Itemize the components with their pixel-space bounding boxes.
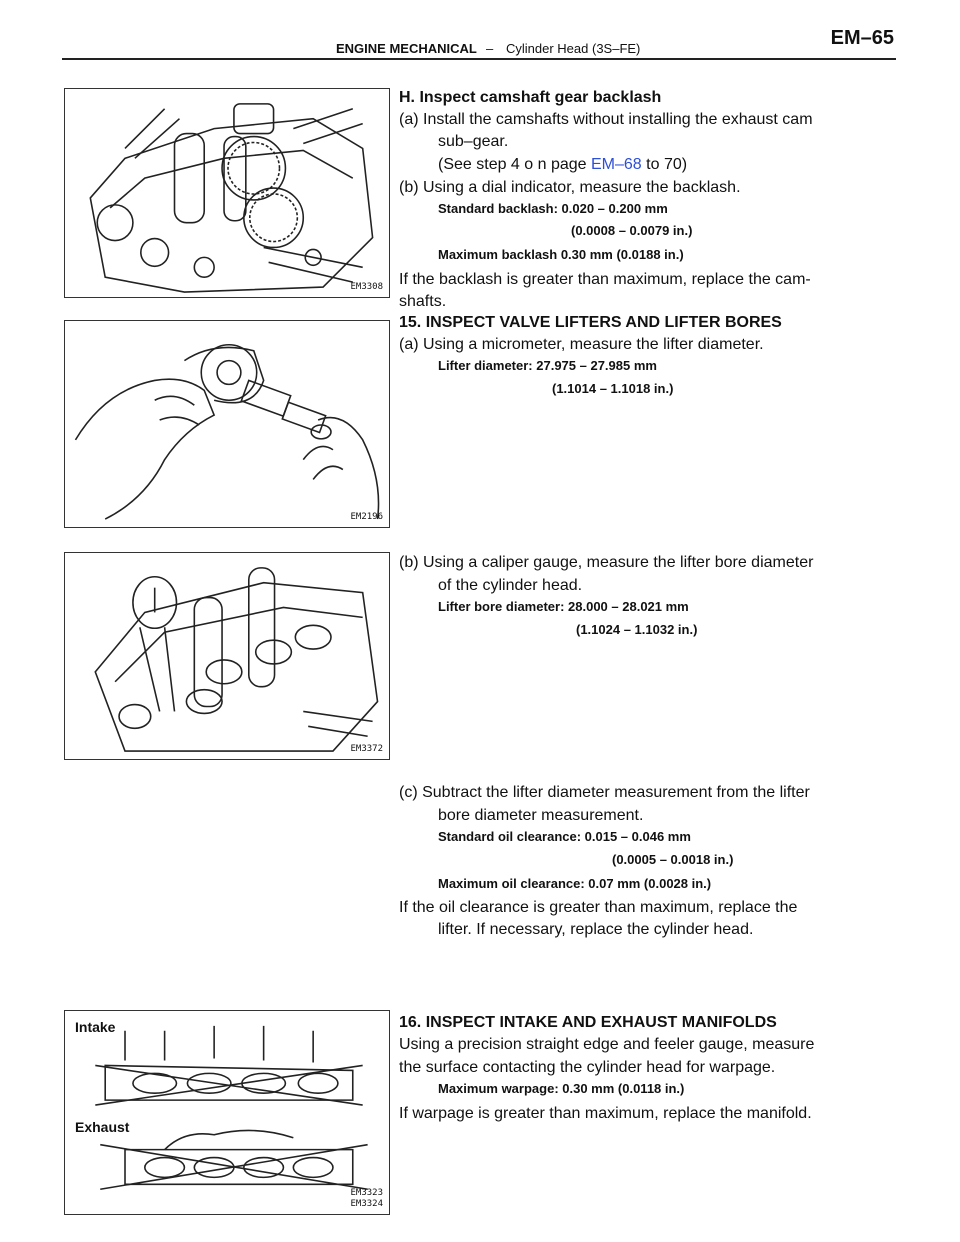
spec-line: (0.0005 – 0.0018 in.): [612, 852, 734, 867]
text-line: the surface contacting the cylinder head for warpage.: [399, 1059, 776, 1076]
figure-code: EM3324: [350, 1199, 383, 1209]
header-subsection-title: Cylinder Head (3S–FE): [506, 41, 641, 56]
header-section-title: ENGINE MECHANICAL: [336, 41, 477, 56]
spec-line: (1.1014 – 1.1018 in.): [552, 381, 674, 396]
text-line: (b) Using a caliper gauge, measure the lifter bore diameter: [399, 554, 814, 571]
section-16-heading: 16. INSPECT INTAKE AND EXHAUST MANIFOLDS: [399, 1014, 777, 1031]
figure-label-intake: Intake: [75, 1019, 116, 1035]
text-line: bore diameter measurement.: [438, 807, 644, 824]
manifold-illustration: [65, 1011, 389, 1214]
figure-manifolds: [64, 1010, 390, 1215]
text-line: If the backlash is greater than maximum, replace the cam-: [399, 271, 811, 288]
spec-line: (0.0008 – 0.0079 in.): [571, 223, 693, 238]
figure-code: EM2196: [350, 512, 383, 522]
figure-camshaft-gear-backlash: [64, 88, 390, 298]
text-line: (b) Using a dial indicator, measure the backlash.: [399, 179, 741, 196]
page-link-em68[interactable]: EM–68: [591, 156, 642, 173]
section-15-heading: 15. INSPECT VALVE LIFTERS AND LIFTER BORES: [399, 314, 782, 331]
figure-micrometer: [64, 320, 390, 528]
text-line: If the oil clearance is greater than maximum, replace the: [399, 899, 798, 916]
spec-line: (1.1024 – 1.1032 in.): [576, 622, 698, 637]
spec-line: Maximum backlash 0.30 mm (0.0188 in.): [438, 247, 684, 262]
caliper-gauge-illustration: [65, 553, 389, 759]
camshaft-illustration: [65, 89, 389, 297]
figure-caliper-gauge: [64, 552, 390, 760]
header-dash: –: [486, 41, 494, 56]
text-fragment: (See step 4 o n page: [438, 156, 591, 173]
text-fragment: to 70): [641, 156, 688, 173]
spec-line: Lifter bore diameter: 28.000 – 28.021 mm: [438, 599, 689, 614]
figure-code: EM3372: [350, 744, 383, 754]
text-line: (a) Using a micrometer, measure the lifter diameter.: [399, 336, 764, 353]
spec-line: Standard backlash: 0.020 – 0.200 mm: [438, 201, 668, 216]
text-line: Using a precision straight edge and feeler gauge, measure: [399, 1036, 815, 1053]
text-line: (a) Install the camshafts without installing the exhaust cam: [399, 111, 813, 128]
text-line: If warpage is greater than maximum, replace the manifold.: [399, 1105, 812, 1122]
spec-line: Lifter diameter: 27.975 – 27.985 mm: [438, 358, 657, 373]
text-line: shafts.: [399, 293, 447, 310]
text-line: (c) Subtract the lifter diameter measurement from the lifter: [399, 784, 810, 801]
text-line: sub–gear.: [438, 133, 509, 150]
header-rule: [62, 58, 896, 60]
page-number: EM–65: [830, 27, 894, 49]
text-line: lifter. If necessary, replace the cylinder head.: [438, 921, 754, 938]
figure-code: EM3308: [350, 282, 383, 292]
text-line: of the cylinder head.: [438, 577, 583, 594]
spec-line: Standard oil clearance: 0.015 – 0.046 mm: [438, 829, 691, 844]
figure-code: EM3323: [350, 1188, 383, 1198]
text-line-reference: [438, 155, 687, 175]
spec-line: Maximum oil clearance: 0.07 mm (0.0028 in.): [438, 876, 712, 891]
figure-label-exhaust: Exhaust: [75, 1119, 130, 1135]
spec-line: Maximum warpage: 0.30 mm (0.0118 in.): [438, 1081, 685, 1096]
micrometer-illustration: [65, 321, 389, 527]
section-h-heading: H. Inspect camshaft gear backlash: [399, 89, 662, 106]
